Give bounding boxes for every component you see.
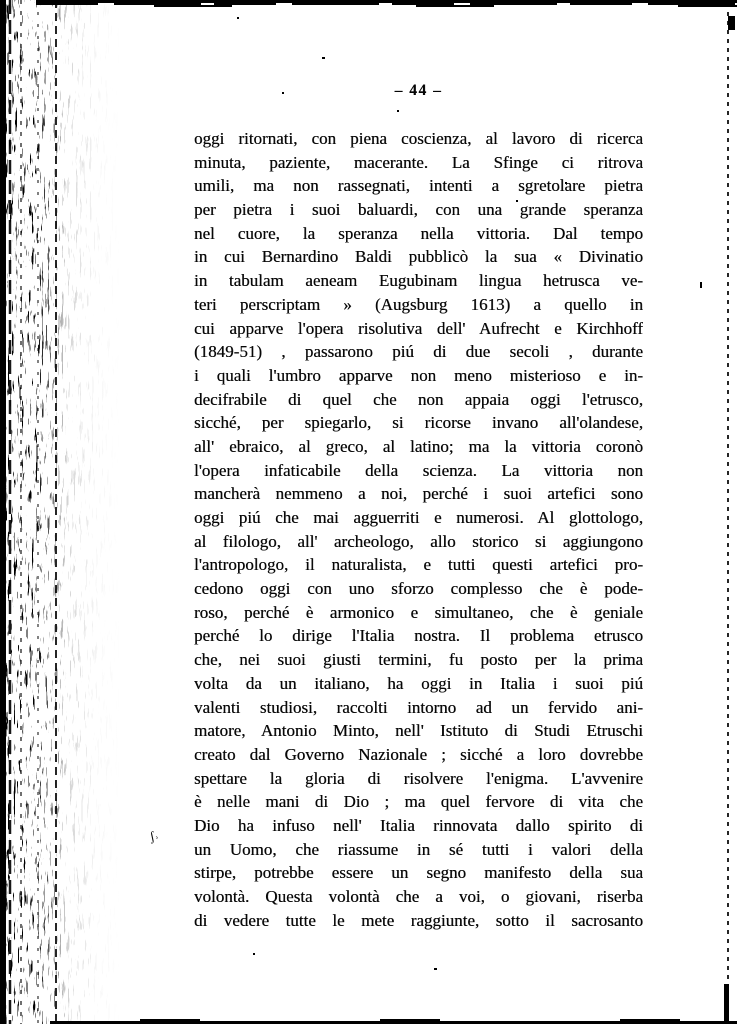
scan-edge-top <box>36 0 737 8</box>
text-line: matore, Antonio Minto, nell' Istituto di Studi Etruschi <box>194 721 643 741</box>
scan-speck <box>237 17 239 19</box>
text-line: l'opera infaticabile della scienza. La vittoria non <box>194 460 643 480</box>
binding-shadow <box>0 0 120 1024</box>
text-line: stirpe, potrebbe essere un segno manifesto della sua <box>194 863 643 883</box>
text-line: di vedere tutte le mete raggiunte, sotto il sacrosanto <box>194 910 643 930</box>
text-line: mancherà nemmeno a noi, perché i suoi artefici sono <box>194 484 643 504</box>
text-line: sicché, per spiegarlo, si ricorse invano all'olandese, <box>194 413 643 433</box>
text-line: minuta, paziente, macerante. La Sfinge ci ritrova <box>194 152 643 172</box>
text-line: in tabulam aeneam Eugubinam lingua hetrusca ve- <box>194 271 643 291</box>
text-line: che, nei suoi giusti termini, fu posto per la prima <box>194 650 643 670</box>
text-line: per pietra i suoi baluardi, con una grande speranza <box>194 200 643 220</box>
text-line: oggi piú che mai agguerriti e numerosi. Al glottologo, <box>194 508 643 527</box>
text-line: al filologo, all' archeologo, allo storico si aggiungono <box>194 531 643 551</box>
text-line: spettare la gloria di risolvere l'enigma. L'avvenire <box>194 768 643 788</box>
scan-corner-blob <box>728 16 735 30</box>
scan-speck <box>322 57 325 59</box>
text-line: oggi ritornati, con piena coscienza, al lavoro di ricerca <box>194 129 643 148</box>
text-line: nel cuore, la speranza nella vittoria. Dal tempo <box>194 223 643 243</box>
text-line: roso, perché è armonico e simultaneo, che è geniale <box>194 602 643 622</box>
scan-speck <box>397 110 399 112</box>
text-line: un Uomo, che riassume in sé tutti i valori della <box>194 839 643 859</box>
scan-speck <box>253 953 255 955</box>
text-line: teri perscriptam » (Augsburg 1613) a quello in <box>194 294 643 314</box>
text-line: i quali l'umbro apparve non meno misterioso e in- <box>194 365 643 385</box>
scan-edge-right-bar <box>724 984 729 1022</box>
scan-edge-bottom <box>50 1017 737 1024</box>
text-line: creato dal Governo Nazionale ; sicché a loro dovrebbe <box>194 744 643 764</box>
scan-speck <box>700 282 702 288</box>
text-line: cedono oggi con uno sforzo complesso che è pode- <box>194 579 643 599</box>
text-line: Dio ha infuso nell' Italia rinnovata dallo spirito di <box>194 815 643 835</box>
text-line: l'antropologo, il naturalista, e tutti questi artefici pro- <box>194 555 643 575</box>
text-line: (1849-51) , passarono piú di due secoli , durante <box>194 342 643 362</box>
scan-edge-right <box>727 12 729 984</box>
text-line: in cui Bernardino Baldi pubblicò la sua « Divinatio <box>194 247 643 267</box>
text-line: decifrabile di quel che non appaia oggi l'etrusco, <box>194 389 643 409</box>
body-text <box>194 127 643 932</box>
text-line: all' ebraico, al greco, al latino; ma la vittoria coronò <box>194 436 643 456</box>
scan-margin-mark: ʃ˒ <box>148 827 161 844</box>
text-line: volontà. Questa volontà che a voi, o giovani, riserba <box>194 887 643 906</box>
text-line: perché lo dirige l'Italia nostra. Il problema etrusco <box>194 626 643 646</box>
text-line: valenti studiosi, raccolti intorno ad un fervido ani- <box>194 697 643 717</box>
scan-speck <box>434 968 437 970</box>
text-line: cui apparve l'opera risolutiva dell' Aufrecht e Kirchhoff <box>194 318 643 338</box>
text-line: umili, ma non rassegnati, intenti a sgretolare pietra <box>194 176 643 196</box>
text-line: volta da un italiano, ha oggi in Italia i suoi piú <box>194 673 643 693</box>
text-line: è nelle mani di Dio ; ma quel fervore di vita che <box>194 792 643 812</box>
page-number: – 44 – <box>394 82 443 99</box>
